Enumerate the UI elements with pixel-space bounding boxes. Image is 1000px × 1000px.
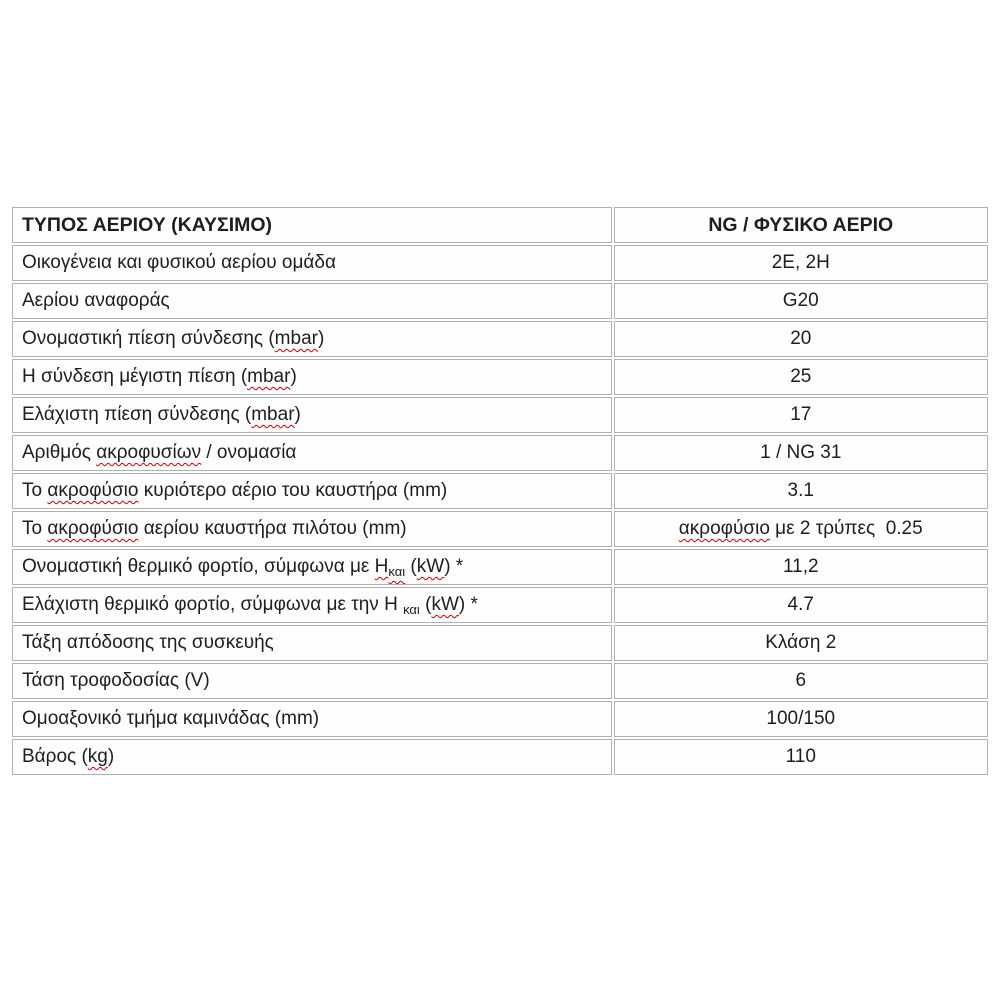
text-segment: και bbox=[403, 602, 420, 617]
spec-label-cell bbox=[12, 701, 612, 737]
spec-label-cell bbox=[12, 321, 612, 357]
text-segment: 6 bbox=[795, 670, 807, 691]
text-segment: Κλάση 2 bbox=[765, 632, 837, 653]
text-segment: ) * bbox=[444, 556, 464, 577]
spellcheck-flagged-text: και bbox=[388, 564, 406, 579]
spec-value-cell bbox=[614, 587, 988, 623]
spec-label-cell bbox=[12, 245, 612, 281]
spec-row bbox=[12, 283, 988, 319]
spec-header-row bbox=[12, 207, 988, 243]
text-segment: ( bbox=[419, 594, 432, 615]
spec-label-cell bbox=[12, 587, 612, 623]
text-segment: Η σύνδεση μέγιστη πίεση ( bbox=[22, 366, 248, 387]
spec-label-cell bbox=[12, 663, 612, 699]
text-segment: / ονομασία bbox=[201, 442, 297, 463]
spec-label-cell bbox=[12, 625, 612, 661]
spec-row bbox=[12, 625, 988, 661]
spec-value-cell bbox=[614, 245, 988, 281]
text-segment: ) * bbox=[458, 594, 478, 615]
spellcheck-flagged-text: kW bbox=[416, 556, 445, 577]
spec-row bbox=[12, 359, 988, 395]
spec-value-cell bbox=[614, 701, 988, 737]
text-segment: NG / ΦΥΣΙΚΟ ΑΕΡΙΟ bbox=[708, 214, 894, 236]
spec-label-cell bbox=[12, 473, 612, 509]
spellcheck-flagged-text: Η bbox=[374, 556, 389, 577]
spec-row bbox=[12, 245, 988, 281]
text-segment: Το bbox=[22, 480, 48, 501]
spec-row bbox=[12, 701, 988, 737]
spellcheck-flagged-text: ακροφυσίων bbox=[96, 442, 202, 463]
spellcheck-flagged-text: kW bbox=[431, 594, 459, 615]
spec-value-cell bbox=[614, 549, 988, 585]
spec-value-cell bbox=[614, 625, 988, 661]
text-segment: ) bbox=[107, 746, 115, 767]
text-segment: κυριότερο αέριο του καυστήρα (mm) bbox=[138, 480, 448, 501]
spellcheck-flagged-text: mbar bbox=[247, 366, 291, 387]
text-segment: Το bbox=[22, 518, 48, 539]
text-segment: Ονομαστική πίεση σύνδεσης ( bbox=[22, 328, 275, 349]
spec-value-cell bbox=[614, 321, 988, 357]
text-segment: Βάρος ( bbox=[22, 746, 88, 767]
text-segment: ΤΥΠΟΣ ΑΕΡΙΟΥ (ΚΑΥΣΙΜΟ) bbox=[22, 214, 273, 236]
spellcheck-flagged-text: ακροφύσιο bbox=[47, 518, 139, 539]
spellcheck-flagged-text: mbar bbox=[274, 328, 318, 349]
text-segment: ) bbox=[294, 404, 301, 425]
spec-label-cell bbox=[12, 207, 612, 243]
text-segment: 1 / NG 31 bbox=[760, 442, 842, 463]
spec-label-cell bbox=[12, 283, 612, 319]
spec-row bbox=[12, 321, 988, 357]
spec-row bbox=[12, 511, 988, 547]
text-segment: Οικογένεια και φυσικού αερίου ομάδα bbox=[22, 252, 336, 273]
text-segment: 100/150 bbox=[766, 708, 836, 729]
spec-label-cell bbox=[12, 397, 612, 433]
spec-value-cell bbox=[614, 663, 988, 699]
spec-value-cell bbox=[614, 207, 988, 243]
spec-row bbox=[12, 473, 988, 509]
text-segment: ) bbox=[290, 366, 297, 387]
text-segment: 20 bbox=[790, 328, 812, 349]
text-segment: με 2 τρύπες 0.25 bbox=[769, 518, 923, 539]
spellcheck-flagged-text: mbar bbox=[251, 404, 295, 425]
gas-spec-table-container bbox=[10, 205, 990, 777]
spec-label-cell bbox=[12, 511, 612, 547]
spec-row bbox=[12, 587, 988, 623]
text-segment: Ομοαξονικό τμήμα καμινάδας (mm) bbox=[22, 708, 320, 729]
text-segment: ) bbox=[317, 328, 325, 349]
spec-label-cell bbox=[12, 549, 612, 585]
spec-row bbox=[12, 549, 988, 585]
spec-row bbox=[12, 663, 988, 699]
gas-spec-table-body bbox=[12, 207, 988, 775]
text-segment: 17 bbox=[790, 404, 812, 425]
text-segment: Ελάχιστη θερμικό φορτίο, σύμφωνα με την Η bbox=[22, 594, 404, 615]
text-segment: G20 bbox=[782, 290, 819, 311]
spec-value-cell bbox=[614, 739, 988, 775]
spellcheck-flagged-text: kg bbox=[87, 746, 108, 767]
text-segment: Ελάχιστη πίεση σύνδεσης ( bbox=[22, 404, 252, 425]
text-segment: Τάση τροφοδοσίας (V) bbox=[22, 670, 210, 691]
text-segment: 110 bbox=[785, 746, 816, 767]
spec-label-cell bbox=[12, 739, 612, 775]
text-segment: 25 bbox=[790, 366, 812, 387]
text-segment: αερίου καυστήρα πιλότου (mm) bbox=[138, 518, 407, 539]
spec-row bbox=[12, 397, 988, 433]
text-segment: 4.7 bbox=[787, 594, 814, 615]
spec-row bbox=[12, 739, 988, 775]
spec-row bbox=[12, 435, 988, 471]
text-segment: 3.1 bbox=[787, 480, 814, 501]
spec-value-cell bbox=[614, 283, 988, 319]
text-segment: Τάξη απόδοσης της συσκευής bbox=[22, 632, 274, 653]
spec-value-cell bbox=[614, 511, 988, 547]
text-segment: 2E, 2H bbox=[771, 252, 830, 273]
text-segment: Αερίου αναφοράς bbox=[22, 290, 170, 311]
spec-value-cell bbox=[614, 473, 988, 509]
spellcheck-flagged-text: ακροφύσιο bbox=[47, 480, 139, 501]
spec-value-cell bbox=[614, 359, 988, 395]
spellcheck-flagged-text: ακροφύσιο bbox=[678, 518, 770, 539]
spec-label-cell bbox=[12, 359, 612, 395]
text-segment: Αριθμός bbox=[22, 442, 97, 463]
text-segment: Ονομαστική θερμικό φορτίο, σύμφωνα με bbox=[22, 556, 375, 577]
spec-value-cell bbox=[614, 435, 988, 471]
gas-spec-table bbox=[10, 205, 990, 777]
text-segment: ( bbox=[405, 556, 417, 577]
text-segment: 11,2 bbox=[782, 556, 819, 577]
spec-label-cell bbox=[12, 435, 612, 471]
spec-value-cell bbox=[614, 397, 988, 433]
